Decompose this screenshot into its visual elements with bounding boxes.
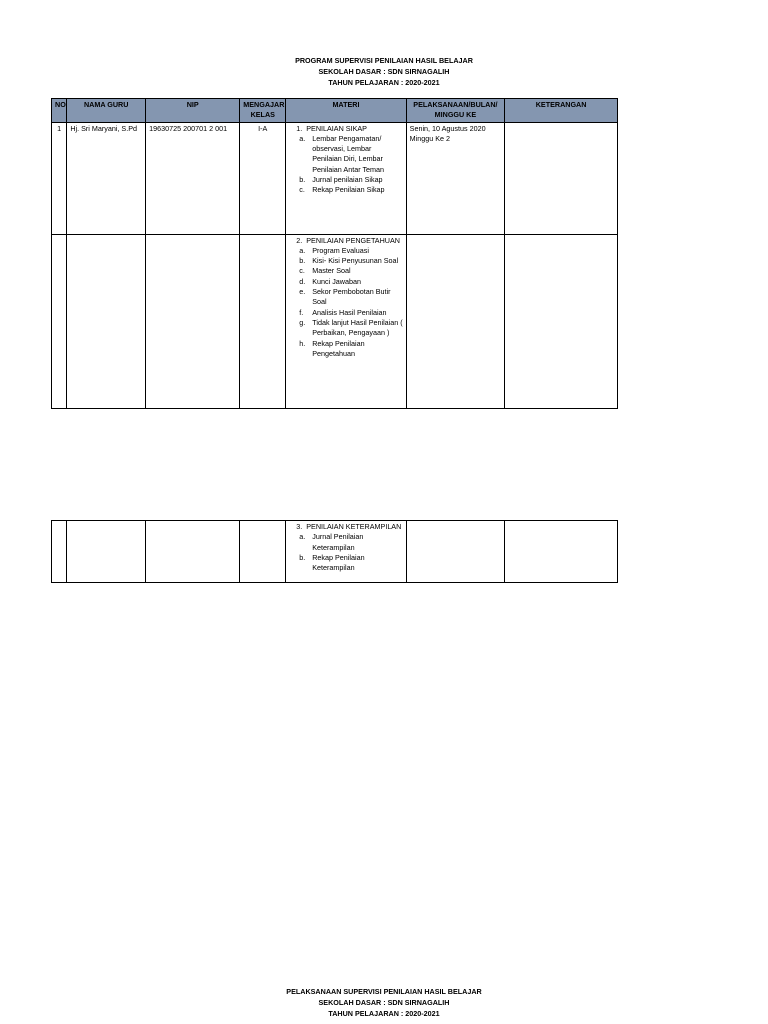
header-materi: MATERI [286,99,406,123]
cell-nip-empty [146,521,240,583]
title-line-3: TAHUN PELAJARAN : 2020-2021 [328,78,440,87]
list-item: g. Tidak lanjut Hasil Penilaian ( Perbaikan, Pengayaan ) [299,317,403,338]
supervision-table [51,98,618,409]
section-heading: 1. PENILAIAN SIKAP [296,123,367,133]
footer-line-2: SEKOLAH DASAR : SDN SIRNAGALIH [318,998,450,1007]
list-item: c. Rekap Penilaian Sikap [299,185,385,195]
cell-nama-empty [67,521,146,583]
cell-nip: 19630725 200701 2 001 [146,122,240,234]
table-row [52,122,618,234]
cell-no: 1 [52,122,67,234]
cell-nama-empty [67,234,146,408]
header-no: NO [52,99,67,123]
cell-nama-guru: Hj. Sri Maryani, S.Pd [67,122,146,234]
table-header-row [52,99,618,123]
list-item: b. Kisi- Kisi Penyusunan Soal [299,256,399,266]
cell-keterangan [505,122,618,234]
cell-pelaksanaan-empty [406,521,505,583]
list-item: b. Jurnal penilaian Sikap [299,175,383,185]
cell-no-empty [52,521,67,583]
list-item: c. Master Soal [299,266,351,276]
cell-materi-pengetahuan [286,234,406,408]
cell-pelaksanaan: Senin, 10 Agustus 2020 Minggu Ke 2 [406,122,505,234]
list-item: a. Lembar Pengamatan/ observasi, Lembar Penilaian Diri, Lembar Penilaian Antar Teman [299,133,385,174]
list-item: d. Kunci Jawaban [299,276,361,286]
header-pelaksanaan: PELAKSANAAN/BULAN/ MINGGU KE [406,99,505,123]
footer-title [0,986,768,1019]
cell-kelas: I-A [240,122,286,234]
header-mengajar-kelas: MENGAJAR KELAS [240,99,286,123]
cell-kelas-empty [240,521,286,583]
cell-pelaksanaan-empty [406,234,505,408]
cell-no-empty [52,234,67,408]
list-item: h. Rekap Penilaian Pengetahuan [299,338,365,358]
table-row [52,521,618,583]
list-item: b. Rekap Penilaian Keterampilan [299,552,365,573]
header-keterangan: KETERANGAN [505,99,618,123]
cell-keterangan-empty [505,234,618,408]
title-line-1: PROGRAM SUPERVISI PENILAIAN HASIL BELAJAR [295,56,473,65]
header-nip: NIP [146,99,240,123]
header-nama-guru: NAMA GURU [67,99,146,123]
cell-materi-keterampilan [286,521,406,583]
cell-nip-empty [146,234,240,408]
list-item: a. Jurnal Penilaian Keterampilan [299,532,364,552]
list-item: f. Analisis Hasil Penilaian [299,307,387,317]
table-row [52,234,618,408]
cell-materi-sikap [286,122,406,234]
supervision-table-continued [51,520,618,583]
cell-keterangan-empty [505,521,618,583]
cell-kelas-empty [240,234,286,408]
document-title [0,55,768,88]
list-item: a. Program Evaluasi [299,245,369,255]
section-heading: 2. PENILAIAN PENGETAHUAN [296,235,400,245]
title-line-2: SEKOLAH DASAR : SDN SIRNAGALIH [318,67,450,76]
footer-line-3: TAHUN PELAJARAN : 2020-2021 [328,1009,440,1018]
list-item: e. Sekor Pembobotan Butir Soal [299,287,391,307]
footer-line-1: PELAKSANAAN SUPERVISI PENILAIAN HASIL BELAJAR [286,987,482,996]
section-heading: 3. PENILAIAN KETERAMPILAN [296,522,402,531]
